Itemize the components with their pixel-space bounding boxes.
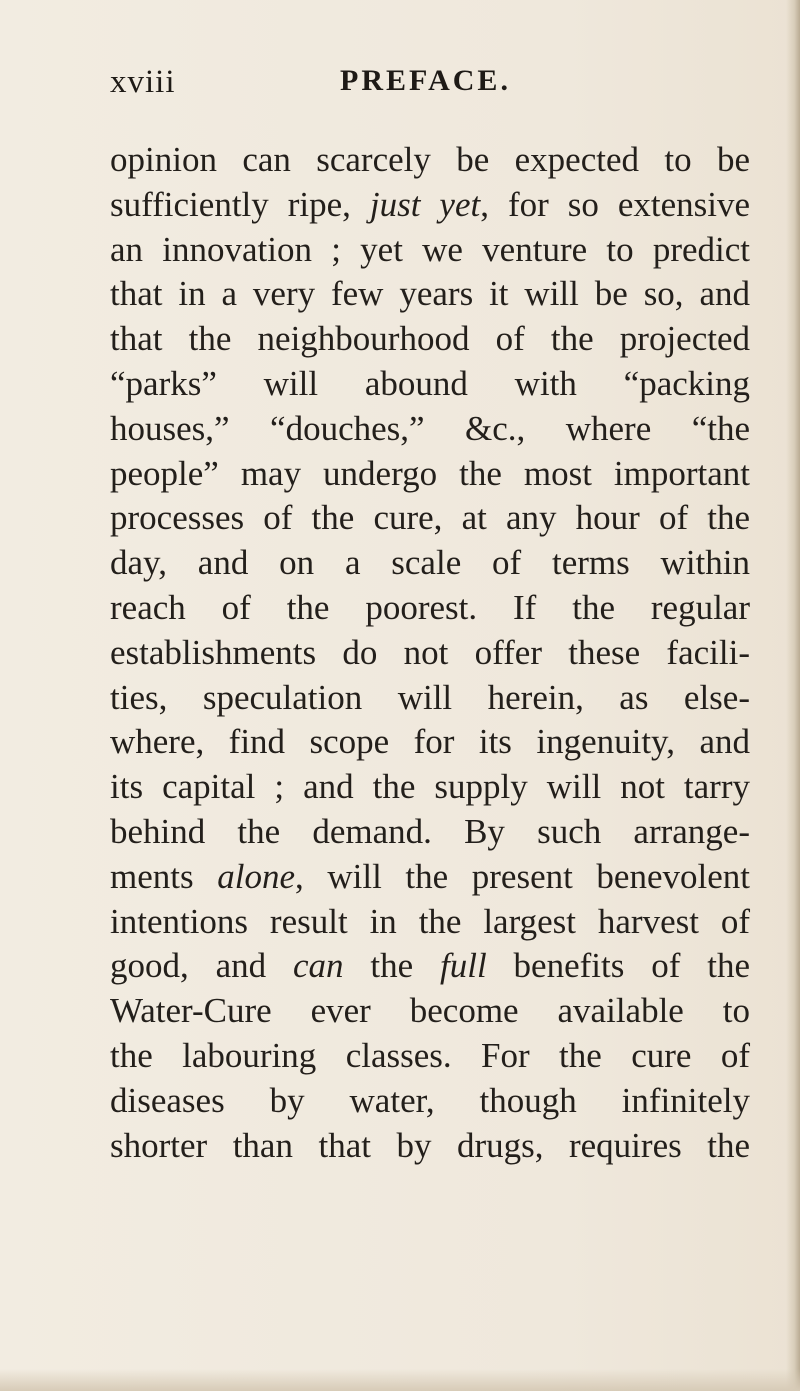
text-fragment: ments xyxy=(110,856,218,896)
text-line xyxy=(110,631,750,676)
text-fragment: establishments do not offer these facili- xyxy=(110,632,750,672)
text-line xyxy=(110,1124,750,1169)
text-fragment: intentions result in the largest harvest of xyxy=(110,901,750,941)
text-line xyxy=(110,138,750,183)
text-fragment: people” may undergo the most important xyxy=(110,453,750,493)
text-line xyxy=(110,586,750,631)
italic-text: can xyxy=(293,946,344,986)
text-line xyxy=(110,810,750,855)
page-bottom-shadow xyxy=(0,1369,800,1391)
text-line xyxy=(110,272,750,317)
text-fragment: the xyxy=(343,946,441,986)
text-line xyxy=(110,720,750,765)
text-fragment: its capital ; and the supply will not tarry xyxy=(110,767,750,807)
text-fragment: benefits of the xyxy=(486,946,750,986)
text-line xyxy=(110,944,750,989)
text-line xyxy=(110,407,750,452)
text-fragment: , will the present benevolent xyxy=(294,856,750,896)
text-fragment: where, find scope for its ingenuity, and xyxy=(110,722,750,762)
page-number: xviii xyxy=(110,64,176,100)
text-fragment: an innovation ; yet we venture to predict xyxy=(110,229,750,269)
body-text xyxy=(110,138,750,1168)
text-fragment: houses,” “douches,” &c., where “the xyxy=(110,408,750,448)
text-fragment: Water-Cure ever become available to xyxy=(110,991,750,1031)
text-fragment: behind the demand. By such arrange- xyxy=(110,811,750,851)
text-fragment: processes of the cure, at any hour of the xyxy=(110,498,750,538)
page-edge-shadow xyxy=(786,0,800,1391)
text-fragment: the labouring classes. For the cure of xyxy=(110,1035,750,1075)
text-line xyxy=(110,452,750,497)
italic-text: full xyxy=(440,946,487,986)
text-fragment: day, and on a scale of terms within xyxy=(110,543,750,583)
text-fragment: opinion can scarcely be expected to be xyxy=(110,140,750,179)
text-line xyxy=(110,989,750,1034)
text-fragment: good, and xyxy=(110,946,293,986)
text-line xyxy=(110,362,750,407)
text-fragment: that the neighbourhood of the projected xyxy=(110,319,750,359)
text-line xyxy=(110,765,750,810)
text-line xyxy=(110,183,750,228)
text-line xyxy=(110,900,750,945)
text-fragment: shorter than that by drugs, requires the xyxy=(110,1125,750,1165)
text-fragment: diseases by water, though infinitely xyxy=(110,1080,750,1120)
text-fragment: reach of the poorest. If the regular xyxy=(110,587,750,627)
text-line xyxy=(110,855,750,900)
italic-text: alone xyxy=(217,856,295,896)
text-line xyxy=(110,1079,750,1124)
text-line xyxy=(110,228,750,273)
text-line xyxy=(110,496,750,541)
text-line xyxy=(110,317,750,362)
running-head xyxy=(110,64,670,108)
page-heading: PREFACE. xyxy=(340,64,511,97)
italic-text: just yet xyxy=(369,184,481,224)
text-fragment: that in a very few years it will be so, and xyxy=(110,274,750,314)
text-fragment: “parks” will abound with “packing xyxy=(110,363,750,403)
text-fragment: sufficiently ripe, xyxy=(110,184,370,224)
text-fragment: , for so extensive xyxy=(480,184,750,224)
text-line xyxy=(110,541,750,586)
text-line xyxy=(110,676,750,721)
text-fragment: ties, speculation will herein, as else- xyxy=(110,677,750,717)
text-line xyxy=(110,1034,750,1079)
